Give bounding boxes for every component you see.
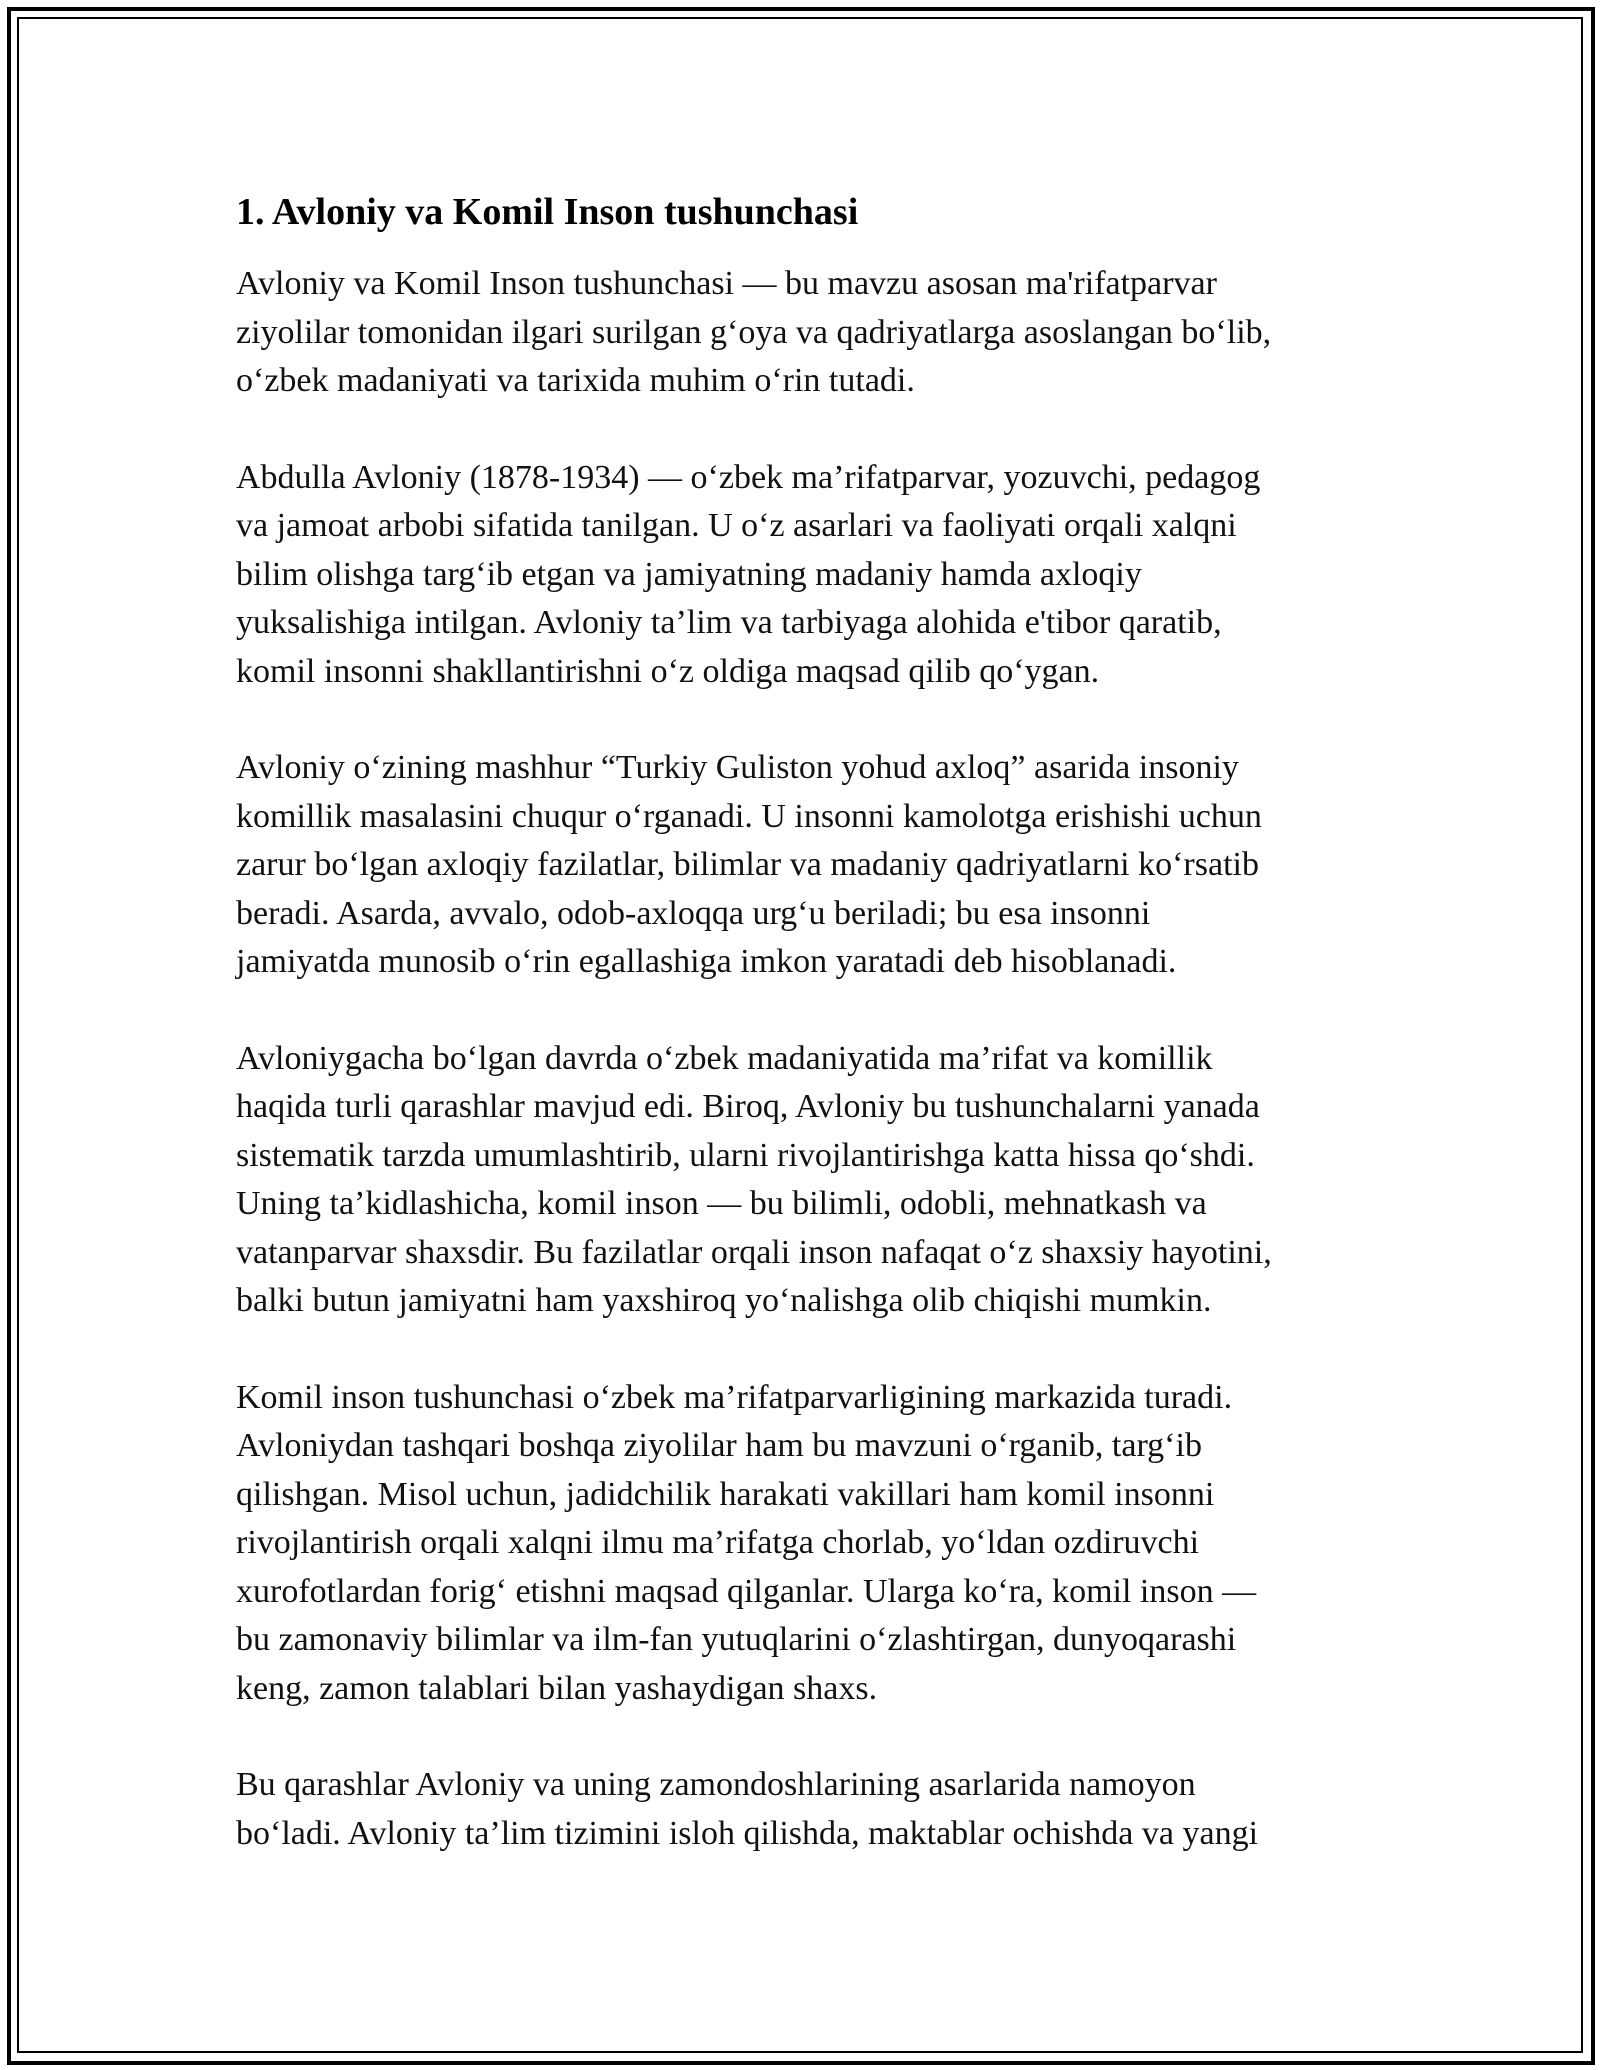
section-heading: 1. Avloniy va Komil Inson tushunchasi [236, 191, 859, 233]
text-line: Abdulla Avloniy (1878-1934) — o‘zbek ma’rifatparvar, yozuvchi, pedagog [236, 458, 1261, 496]
text-line: balki butun jamiyatni ham yaxshiroq yo‘nalishga olib chiqishi mumkin. [236, 1282, 1212, 1319]
text-line: xurofotlardan forig‘ etishni maqsad qilganlar. Ularga ko‘ra, komil inson — [236, 1572, 1257, 1610]
text-line: keng, zamon talablari bilan yashaydigan shaxs. [236, 1669, 878, 1707]
text-line: Bu qarashlar Avloniy va uning zamondoshlarining asarlarida namoyon [236, 1766, 1196, 1803]
document-body [236, 186, 1376, 1906]
text-line: sistematik tarzda umumlashtirib, ularni rivojlantirishga katta hissa qo‘shdi. [236, 1136, 1255, 1174]
text-line: vatanparvar shaxsdir. Bu fazilatlar orqali inson nafaqat o‘z shaxsiy hayotini, [236, 1233, 1272, 1271]
text-line: komillik masalasini chuqur o‘rganadi. U insonni kamolotga erishishi uchun [236, 797, 1262, 835]
text-line: jamiyatda munosib o‘rin egallashiga imkon yaratadi deb hisoblanadi. [236, 943, 1177, 980]
text-line: komil insonni shakllantirishni o‘z oldiga maqsad qilib qo‘ygan. [236, 652, 1100, 690]
text-line: o‘zbek madaniyati va tarixida muhim o‘rin tutadi. [236, 362, 915, 399]
paragraph-2 [236, 454, 1376, 697]
text-line: Avloniy o‘zining mashhur “Turkiy Guliston yohud axloq” asarida insoniy [236, 749, 1239, 786]
text-line: qilishgan. Misol uchun, jadidchilik harakati vakillari ham komil insonni [236, 1475, 1215, 1513]
text-line: bo‘ladi. Avloniy ta’lim tizimini isloh qilishda, maktablar ochishda va yangi [236, 1814, 1259, 1852]
text-line: Komil inson tushunchasi o‘zbek ma’rifatparvarligining markazida turadi. [236, 1378, 1233, 1416]
paragraph-1 [236, 260, 1376, 406]
text-line: va jamoat arbobi sifatida tanilgan. U o‘z asarlari va faoliyati orqali xalqni [236, 507, 1237, 544]
text-line: Avloniygacha bo‘lgan davrda o‘zbek madaniyatida ma’rifat va komillik [236, 1039, 1213, 1077]
text-line: ziyolilar tomonidan ilgari surilgan g‘oya va qadriyatlarga asoslangan bo‘lib, [236, 313, 1272, 351]
paragraph-5 [236, 1374, 1376, 1714]
text-line: Uning ta’kidlashicha, komil inson — bu bilimli, odobli, mehnatkash va [236, 1185, 1207, 1222]
text-line: Avloniy va Komil Inson tushunchasi — bu mavzu asosan ma'rifatparvar [236, 265, 1217, 302]
text-line: haqida turli qarashlar mavjud edi. Biroq, Avloniy bu tushunchalarni yanada [236, 1088, 1260, 1125]
paragraph-4 [236, 1035, 1376, 1326]
paragraph-6 [236, 1761, 1376, 1858]
text-line: yuksalishiga intilgan. Avloniy ta’lim va tarbiyaga alohida e'tibor qaratib, [236, 604, 1222, 641]
text-line: beradi. Asarda, avvalo, odob-axloqqa urg‘u beriladi; bu esa insonni [236, 894, 1151, 932]
text-line: zarur bo‘lgan axloqiy fazilatlar, bilimlar va madaniy qadriyatlarni ko‘rsatib [236, 846, 1259, 883]
text-line: bilim olishga targ‘ib etgan va jamiyatning madaniy hamda axloqiy [236, 555, 1142, 593]
paragraph-3 [236, 744, 1376, 987]
text-line: rivojlantirish orqali xalqni ilmu ma’rifatga chorlab, yo‘ldan ozdiruvchi [236, 1524, 1200, 1561]
text-line: bu zamonaviy bilimlar va ilm-fan yutuqlarini o‘zlashtirgan, dunyoqarashi [236, 1621, 1237, 1658]
text-line: Avloniydan tashqari boshqa ziyolilar ham bu mavzuni o‘rganib, targ‘ib [236, 1427, 1202, 1464]
